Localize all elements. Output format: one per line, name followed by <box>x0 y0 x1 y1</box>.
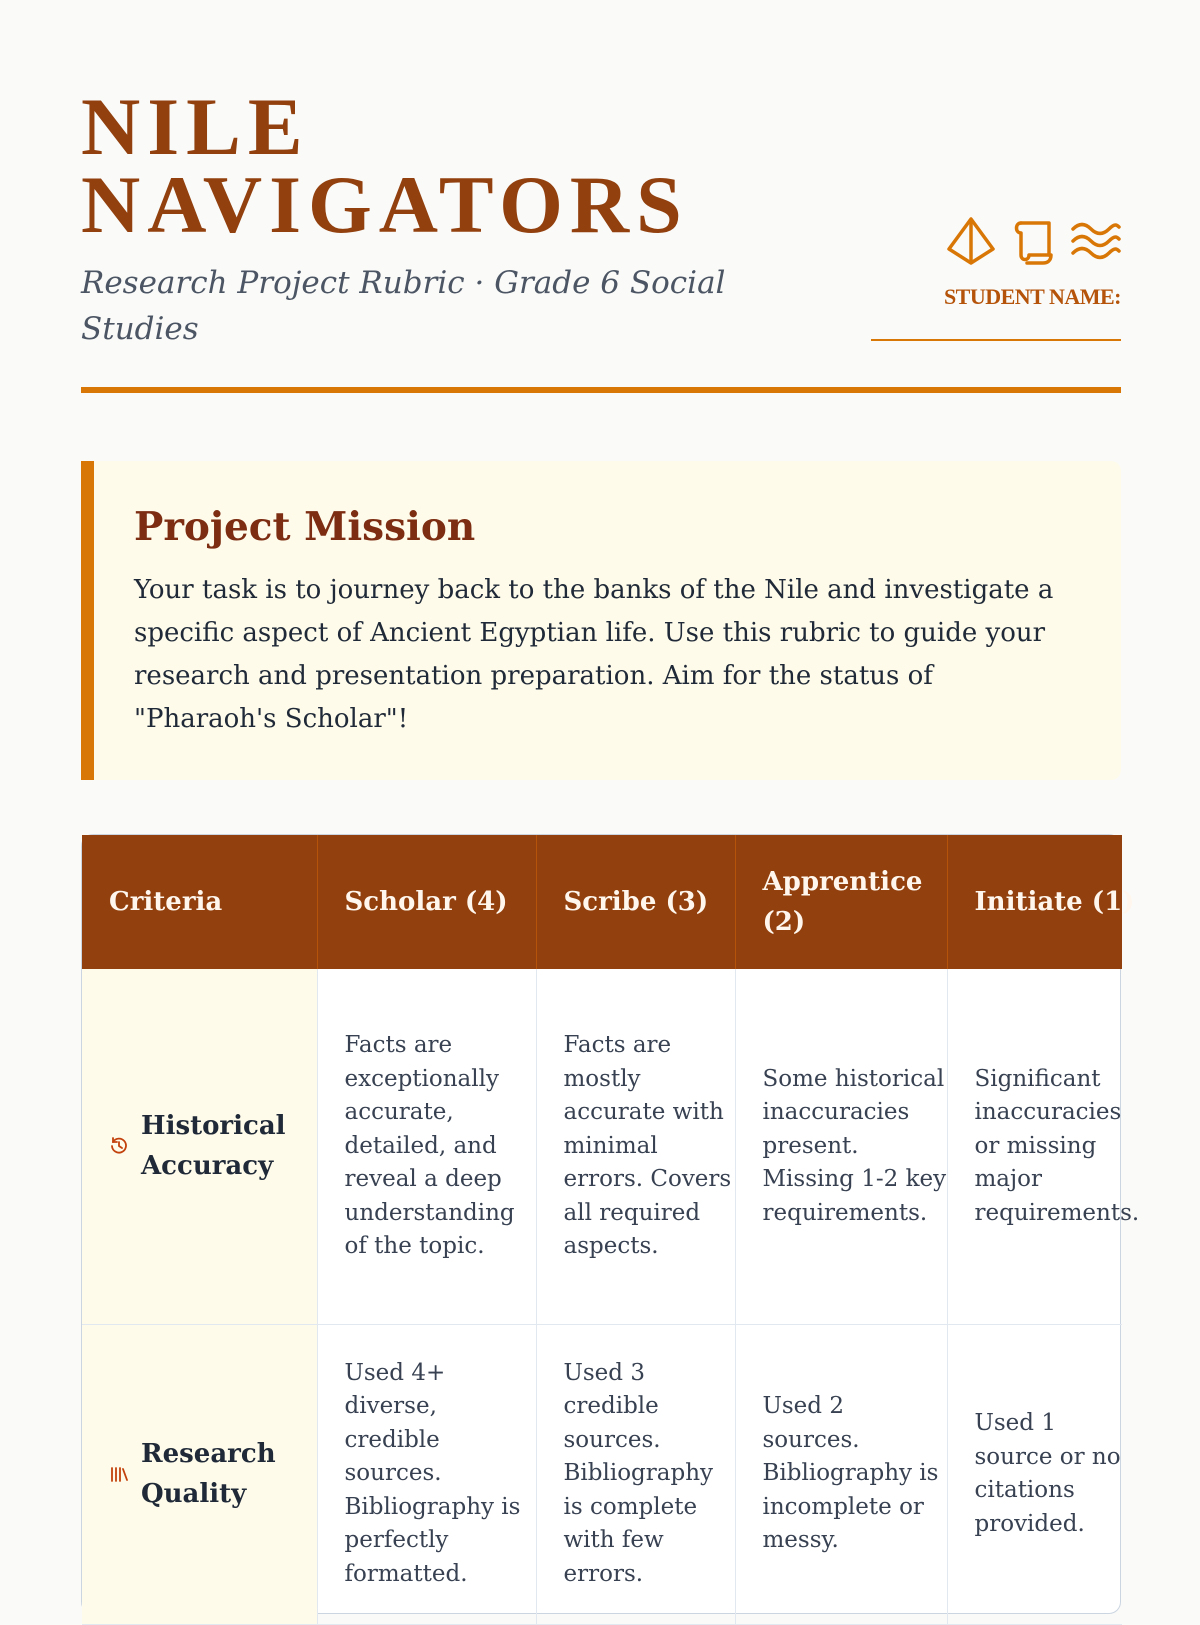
rubric-cell: Significant inaccuracies or missing major requirements. <box>947 969 1122 1324</box>
student-name-field[interactable] <box>871 339 1121 341</box>
rubric-cell: Used 3 credible sources. Bibliography is complete with few errors. <box>536 1324 735 1624</box>
criterion-cell <box>82 1324 317 1624</box>
mission-heading: Project Mission <box>134 504 476 550</box>
column-header-criteria: Criteria <box>82 835 317 969</box>
mission-box <box>81 461 1121 780</box>
column-header-initiate: Initiate (1) <box>947 835 1122 969</box>
page-subtitle: Research Project Rubric · Grade 6 Social Studies <box>81 265 726 347</box>
page-header <box>81 81 1121 400</box>
column-header-apprentice: Apprentice (2) <box>735 835 947 969</box>
table-row <box>82 1324 1122 1624</box>
column-header-scribe: Scribe (3) <box>536 835 735 969</box>
rubric-cell: Facts are exceptionally accurate, detailed, and reveal a deep understanding of the topic. <box>317 969 536 1324</box>
rubric-cell: Some historical inaccuracies present. Missing 1-2 key requirements. <box>735 969 947 1324</box>
header-icons <box>945 215 1121 267</box>
books-icon <box>109 1464 129 1484</box>
mission-body: Your task is to journey back to the banks of the Nile and investigate a specific aspect of Ancient Egyptian life. Use this rubric to guide your research and presentation preparation. Aim for the status of "Pharaoh's Scholar"! <box>134 575 1054 734</box>
header-divider <box>81 387 1121 393</box>
scroll-icon <box>1007 215 1059 267</box>
rubric-cell: Used 2 sources. Bibliography is incomplete or messy. <box>735 1324 947 1624</box>
rubric-table <box>81 834 1140 1614</box>
student-name-label: STUDENT NAME: <box>943 284 1121 309</box>
rubric-cell: Facts are mostly accurate with minimal errors. Covers all required aspects. <box>536 969 735 1324</box>
criterion-name: Historical Accuracy <box>141 1111 286 1182</box>
table-row <box>82 969 1122 1324</box>
criterion-cell <box>82 969 317 1324</box>
history-icon <box>109 1136 129 1156</box>
pyramid-icon <box>945 215 997 267</box>
rubric-header-row <box>82 835 1122 969</box>
criterion-name: Research Quality <box>141 1439 276 1509</box>
page-title: NILE NAVIGATORS <box>81 81 689 250</box>
rubric-cell: Used 4+ diverse, credible sources. Bibliography is perfectly formatted. <box>317 1324 536 1624</box>
rubric-cell: Used 1 source or no citations provided. <box>947 1324 1122 1624</box>
column-header-scholar: Scholar (4) <box>317 835 536 969</box>
waves-icon <box>1069 215 1121 267</box>
